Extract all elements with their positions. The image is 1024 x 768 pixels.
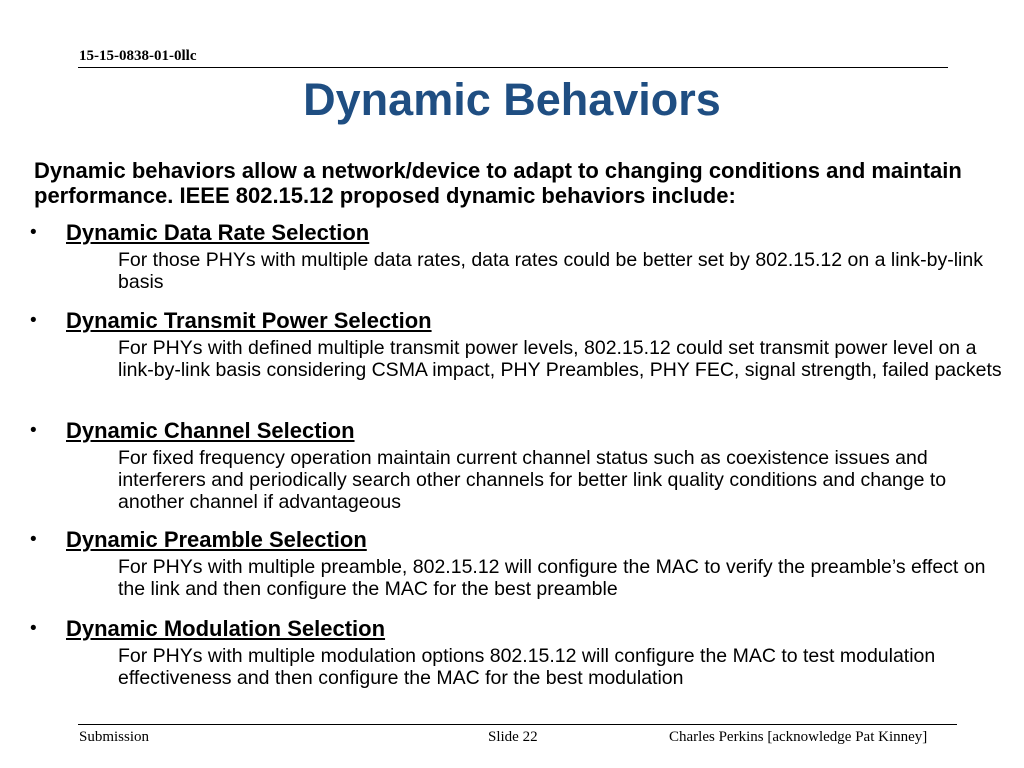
slide-title: Dynamic Behaviors xyxy=(303,74,721,125)
list-item-channel xyxy=(30,417,1010,513)
header-divider xyxy=(78,67,948,68)
item-description: For PHYs with multiple preamble, 802.15.12 will configure the MAC to verify the preamble’s effect on the link and then configure the MAC for the best preamble xyxy=(118,556,986,600)
footer-author: Charles Perkins [acknowledge Pat Kinney] xyxy=(669,729,928,745)
item-description: For fixed frequency operation maintain current channel status such as coexistence issues and interferers and periodically search other channels for better link quality conditions and change to another channel if advantageous xyxy=(118,447,947,513)
bullet-icon: • xyxy=(30,618,37,639)
bullet-icon: • xyxy=(30,420,37,441)
item-description: For PHYs with defined multiple transmit power levels, 802.15.12 could set transmit power level on a link-by-link basis considering CSMA impact, PHY Preambles, PHY FEC, signal strength, failed packets xyxy=(118,337,1002,381)
list-item-data-rate xyxy=(30,219,1010,293)
bullet-icon: • xyxy=(30,310,37,331)
list-item-modulation xyxy=(30,615,1010,689)
item-heading: Dynamic Channel Selection xyxy=(66,418,355,443)
item-heading: Dynamic Transmit Power Selection xyxy=(66,308,432,333)
item-description: For those PHYs with multiple data rates, data rates could be better set by 802.15.12 on a link-by-link basis xyxy=(118,249,983,293)
document-id: 15-15-0838-01-0llc xyxy=(79,48,197,64)
bullet-icon: • xyxy=(30,529,37,550)
footer-slide-number: Slide 22 xyxy=(488,729,538,745)
list-item-preamble xyxy=(30,526,1010,600)
bullet-icon: • xyxy=(30,222,37,243)
item-description: For PHYs with multiple modulation options 802.15.12 will configure the MAC to test modulation effectiveness and then configure the MAC for the best modulation xyxy=(118,645,936,689)
item-heading: Dynamic Modulation Selection xyxy=(66,616,386,641)
item-heading: Dynamic Data Rate Selection xyxy=(66,220,370,245)
footer-submission: Submission xyxy=(79,729,150,745)
item-heading: Dynamic Preamble Selection xyxy=(66,527,367,552)
footer-divider xyxy=(78,724,957,725)
list-item-transmit-power xyxy=(30,307,1010,381)
intro-paragraph: Dynamic behaviors allow a network/device to adapt to changing conditions and maintain performance. IEEE 802.15.12 proposed dynamic behaviors include: xyxy=(34,158,962,208)
